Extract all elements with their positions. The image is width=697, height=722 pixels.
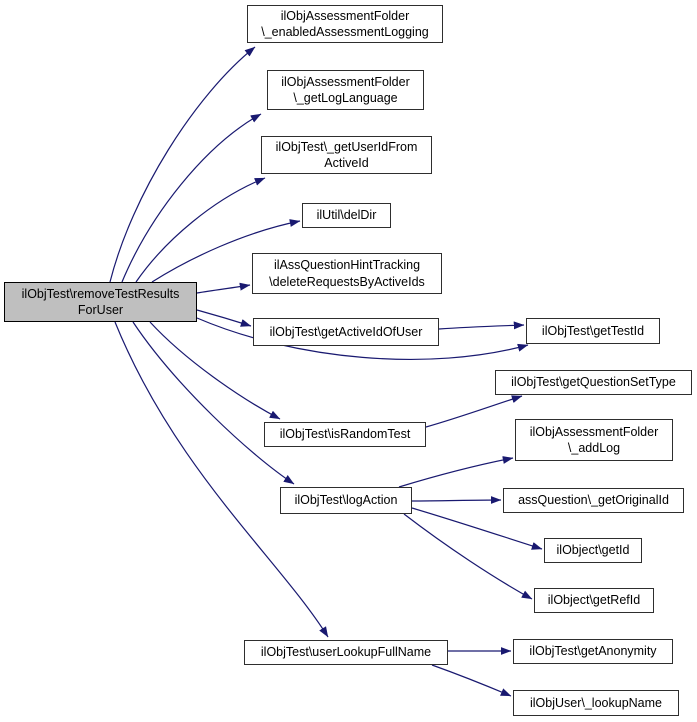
node-label: ilObjTest\getQuestionSetType — [511, 375, 676, 390]
edge-is-random-test-to-get-question-set-type — [426, 396, 522, 427]
edge-log-action-to-get-ref-id — [404, 514, 532, 599]
edge-main-to-enabled-assessment-logging — [110, 47, 255, 282]
node-label: ActiveId — [324, 156, 369, 170]
node-label: ilObject\getRefId — [547, 593, 641, 608]
node-remove-test-results-for-user — [4, 282, 197, 322]
node-label: ilObjTest\getAnonymity — [529, 644, 657, 659]
edge-log-action-to-get-id — [412, 508, 542, 549]
edge-user-lookup-full-name-to-lookup-name — [432, 665, 511, 696]
node-label: ilObjTest\_getUserIdFrom — [275, 139, 418, 154]
node-label: ilObjTest\isRandomTest — [279, 427, 411, 442]
edge-main-to-log-action — [133, 322, 294, 484]
node-get-question-set-type[interactable] — [495, 370, 692, 395]
node-get-log-language[interactable] — [267, 70, 424, 110]
node-add-log[interactable] — [515, 419, 673, 461]
node-label: ilObjTest\removeTestResults — [21, 286, 180, 301]
node-label: ilObject\getId — [556, 543, 630, 558]
node-label: ilObjTest\getTestId — [541, 323, 645, 338]
edge-main-to-user-lookup-full-name — [115, 322, 328, 637]
node-label: ilObjTest\getActiveIdOfUser — [269, 324, 423, 339]
node-label: ForUser — [77, 303, 124, 317]
node-get-ref-id[interactable] — [534, 588, 654, 613]
node-label: \deleteRequestsByActiveIds — [269, 274, 425, 289]
edge-log-action-to-get-original-id — [412, 500, 501, 501]
edge-main-to-get-active-id-of-user — [197, 310, 251, 326]
node-label: \_getLogLanguage — [293, 91, 398, 105]
node-get-anonymity[interactable] — [513, 639, 673, 664]
node-label: ilObjUser\_lookupName — [529, 695, 662, 710]
node-label: ilObjAssessmentFolder — [281, 74, 410, 89]
node-label: \_enabledAssessmentLogging — [261, 25, 429, 39]
edge-main-to-get-user-id-from-active-id — [136, 178, 265, 282]
node-label: ilObjTest\logAction — [294, 493, 398, 508]
node-is-random-test[interactable] — [264, 422, 426, 447]
node-get-user-id-from-active-id[interactable] — [261, 136, 432, 174]
node-user-lookup-full-name[interactable] — [244, 640, 448, 665]
node-label: assQuestion\_getOriginalId — [518, 493, 669, 508]
node-delete-requests-by-active-ids[interactable] — [252, 253, 442, 294]
edge-main-to-get-log-language — [122, 114, 261, 282]
node-label: ilObjAssessmentFolder — [280, 8, 410, 23]
edge-main-to-delete-requests-by-active-ids — [197, 285, 250, 293]
edge-get-active-id-of-user-to-get-test-id — [439, 325, 524, 329]
node-label: \_addLog — [567, 441, 621, 455]
node-log-action[interactable] — [280, 487, 412, 514]
node-lookup-name[interactable] — [513, 690, 679, 716]
node-label: ilUtil\delDir — [316, 208, 377, 223]
node-label: ilObjTest\userLookupFullName — [260, 645, 432, 660]
node-label: ilAssQuestionHintTracking — [273, 258, 421, 273]
node-enabled-assessment-logging[interactable] — [247, 5, 443, 43]
node-label: ilObjAssessmentFolder — [529, 424, 659, 439]
node-get-test-id[interactable] — [526, 318, 660, 344]
node-get-id[interactable] — [544, 538, 642, 563]
node-del-dir[interactable] — [302, 203, 391, 228]
node-get-original-id[interactable] — [503, 488, 684, 513]
node-get-active-id-of-user[interactable] — [253, 318, 439, 346]
edge-log-action-to-add-log — [399, 458, 513, 487]
